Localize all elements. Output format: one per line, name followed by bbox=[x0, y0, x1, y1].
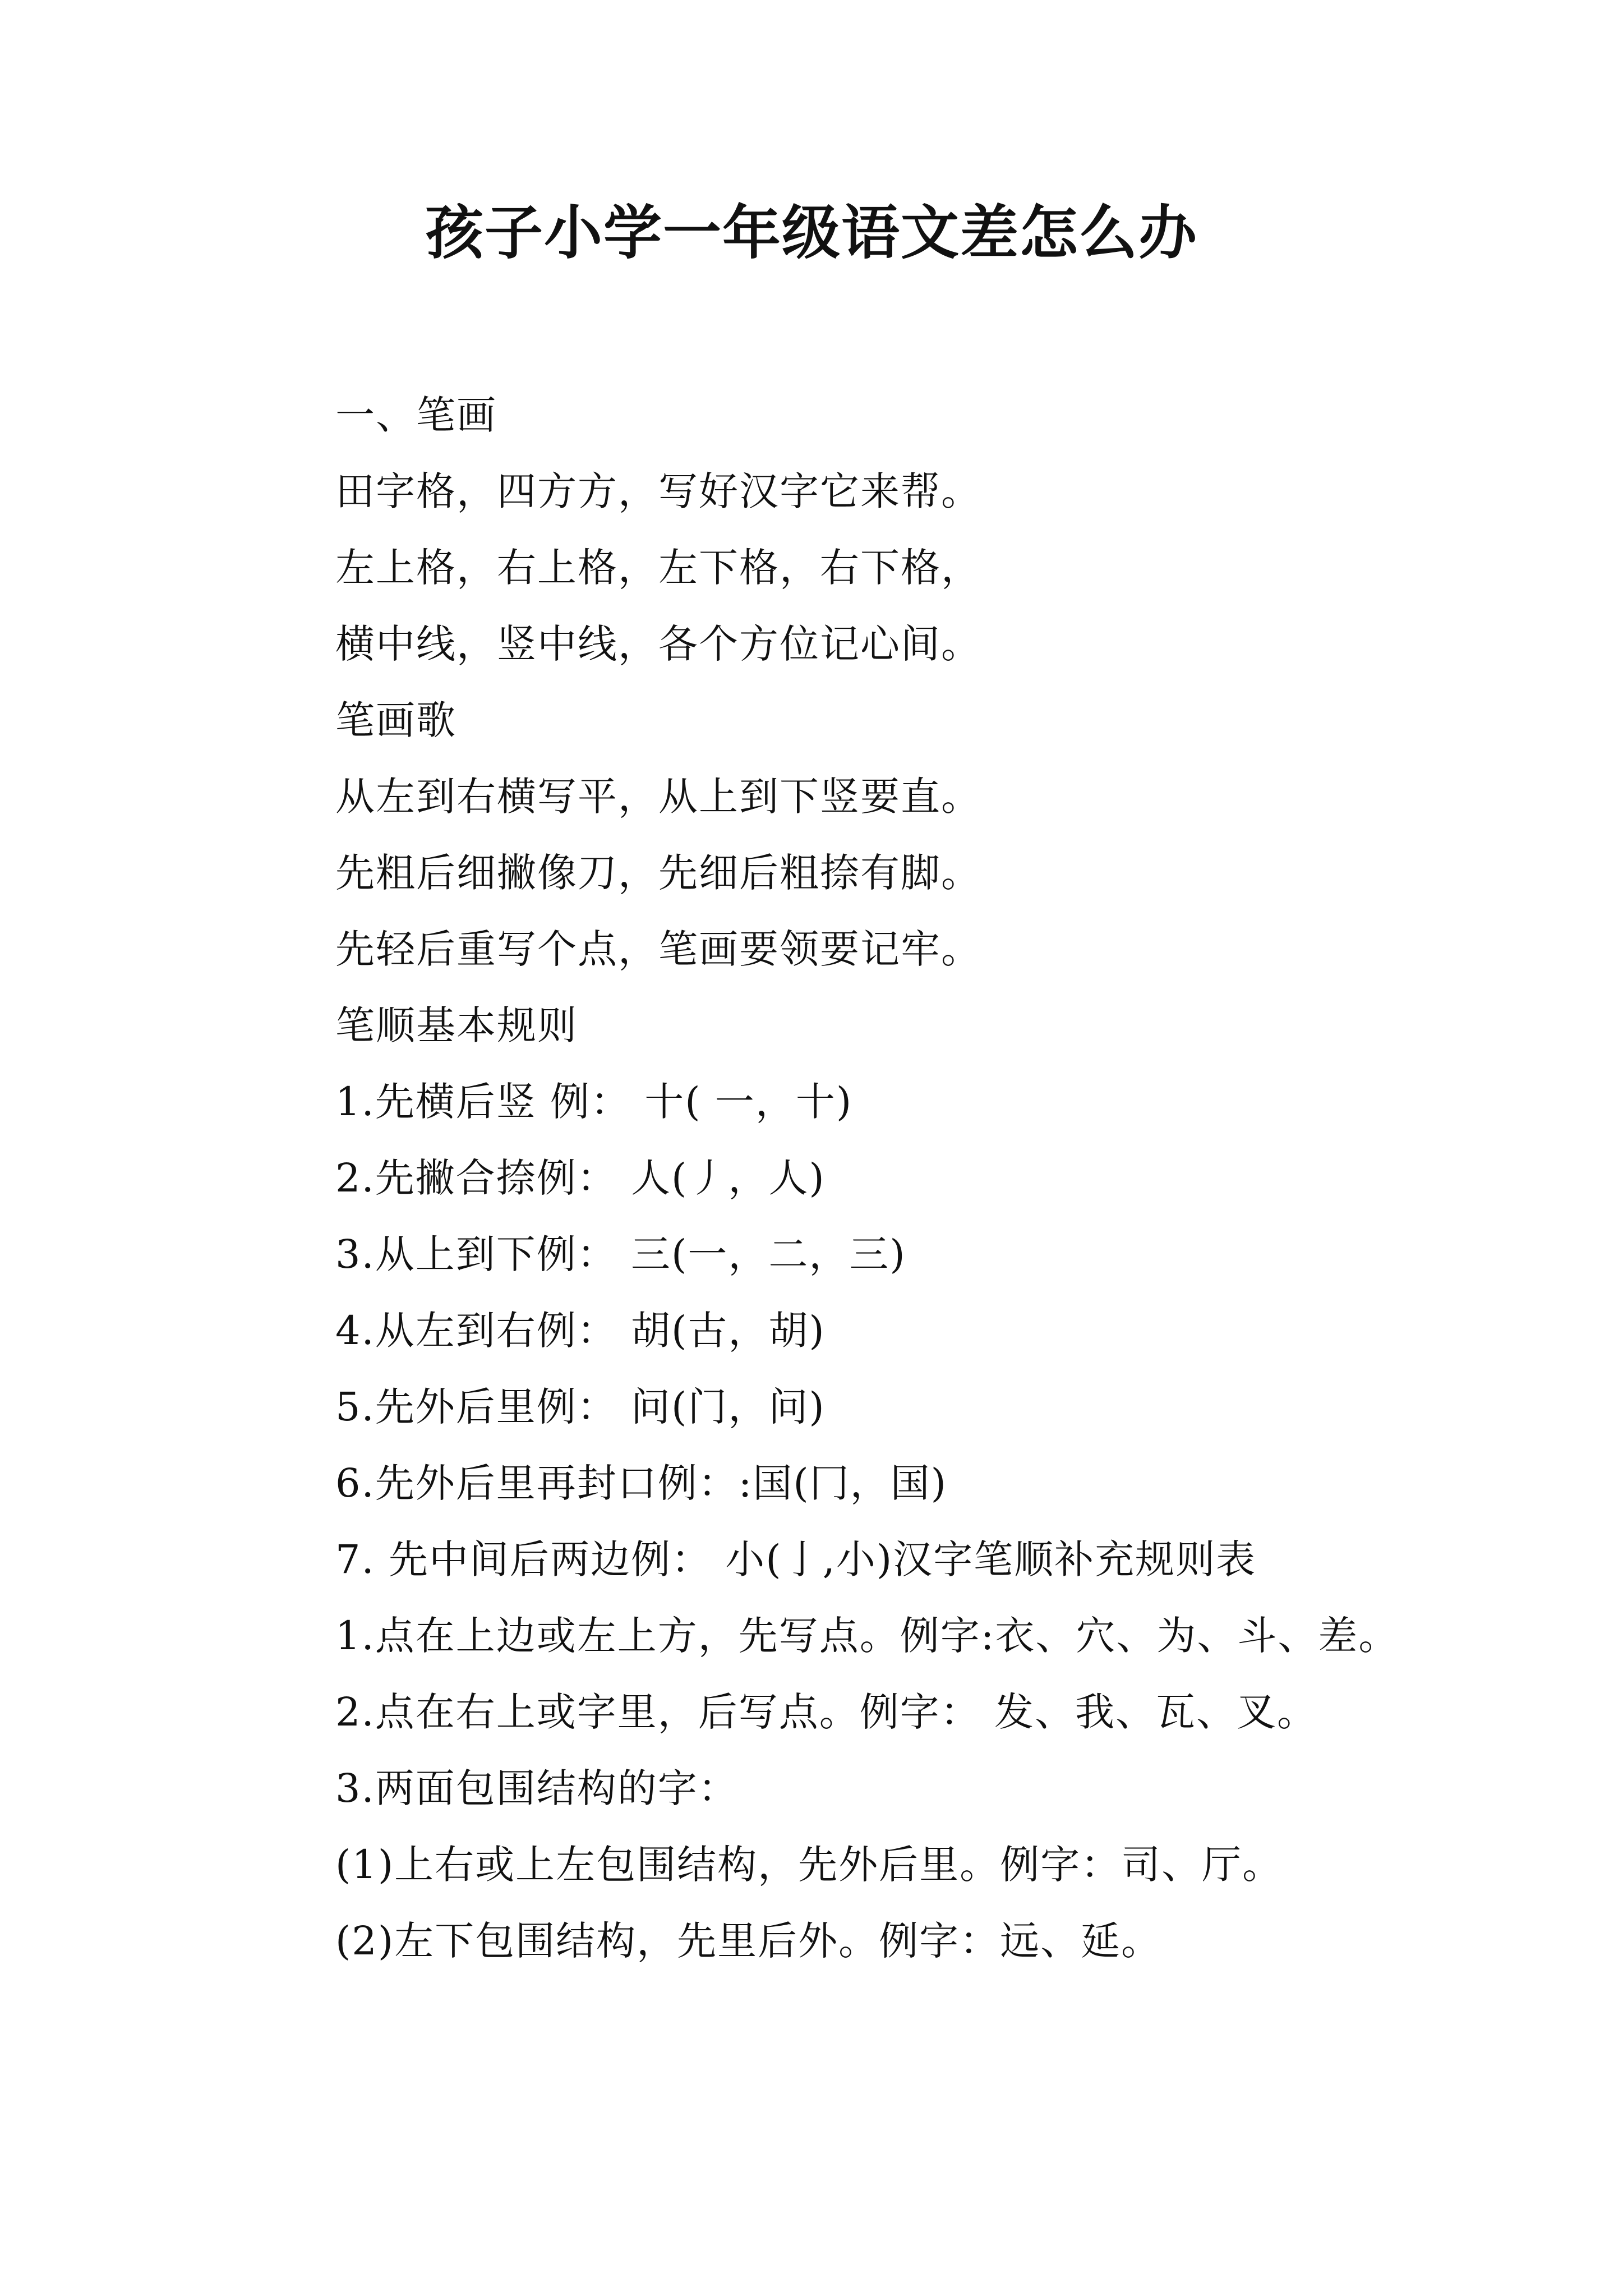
paragraph: 先轻后重写个点，笔画要领要记牢。 bbox=[335, 926, 981, 972]
subheading-stroke-order-rules: 笔顺基本规则 bbox=[335, 1002, 578, 1048]
document-title: 孩子小学一年级语文差怎么办 bbox=[425, 198, 1198, 267]
rule-item: 5.先外后里例： 问(门，问) bbox=[335, 1384, 826, 1430]
rule-item: 7. 先中间后两边例： 小(亅,小)汉字笔顺补充规则表 bbox=[335, 1536, 1257, 1582]
supplementary-rule-subitem: (1)上右或上左包围结构，先外后里。例字：司、厅。 bbox=[335, 1842, 1283, 1888]
subheading-stroke-song: 笔画歌 bbox=[335, 697, 457, 743]
rule-item: 4.从左到右例： 胡(古，胡) bbox=[335, 1308, 826, 1354]
rule-item: 3.从上到下例： 三(一，二，三) bbox=[335, 1231, 906, 1277]
paragraph: 田字格，四方方，写好汉字它来帮。 bbox=[335, 468, 981, 514]
paragraph: 横中线，竖中线，各个方位记心间。 bbox=[335, 621, 981, 667]
section-heading-strokes: 一、笔画 bbox=[335, 392, 497, 438]
rule-item: 6.先外后里再封口例：:国(冂，国) bbox=[335, 1460, 947, 1506]
paragraph: 先粗后细撇像刀，先细后粗捺有脚。 bbox=[335, 850, 981, 896]
supplementary-rule-subitem: (2)左下包围结构，先里后外。例字：远、延。 bbox=[335, 1918, 1162, 1964]
document-body bbox=[247, 377, 1458, 1979]
rule-item: 1.先横后竖 例： 十( 一，十) bbox=[335, 1079, 853, 1125]
paragraph: 左上格，右上格，左下格，右下格， bbox=[335, 545, 981, 591]
supplementary-rule-item: 2.点在右上或字里，后写点。例字： 发、我、瓦、叉。 bbox=[335, 1689, 1318, 1735]
supplementary-rule-item: 3.两面包围结构的字： bbox=[335, 1765, 739, 1811]
supplementary-rule-item: 1.点在上边或左上方，先写点。例字:衣、穴、为、斗、差。 bbox=[335, 1613, 1399, 1659]
rule-item: 2.先撇合捺例： 人(丿，人) bbox=[335, 1155, 826, 1201]
paragraph: 从左到右横写平，从上到下竖要直。 bbox=[335, 774, 981, 820]
